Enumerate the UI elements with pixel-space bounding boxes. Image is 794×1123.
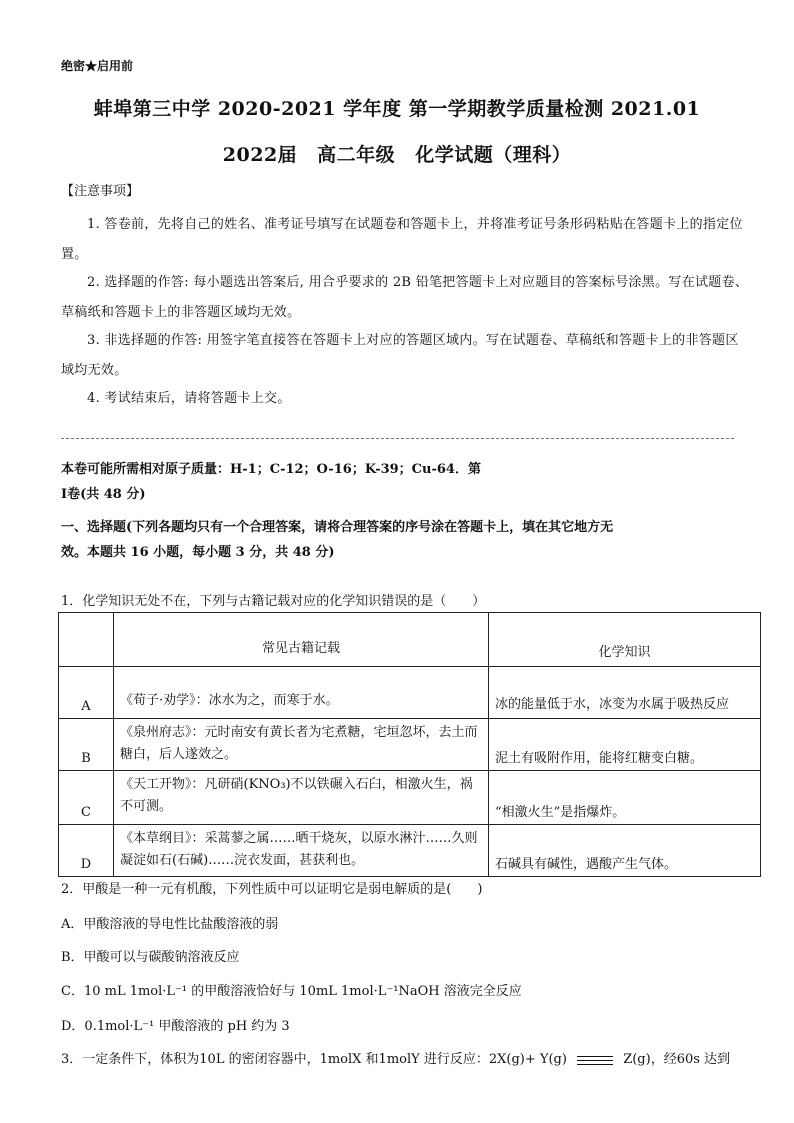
section-one-heading-cont: 效。本题共 16 小题，每小题 3 分，共 48 分)	[61, 545, 335, 560]
question-3-stem-part1: 3．一定条件下，体积为10L 的密闭容器中，1molX 和1molY 进行反应：2X(g)+ Y(g)	[61, 1052, 567, 1067]
row-record: 《荀子·劝学》：冰水为之，而寒于水。	[114, 667, 489, 719]
subtitle-subject: 化学试题（理科）	[415, 144, 572, 166]
subtitle-class-year: 2022届	[222, 144, 298, 166]
question-1-stem: 1．化学知识无处不在，下列与古籍记载对应的化学知识错误的是（ ）	[61, 594, 486, 609]
row-label: C	[59, 771, 114, 825]
question-2-option-b: B．甲酸可以与碳酸钠溶液反应	[61, 950, 240, 965]
row-record: 《本草纲目》：采蒿蓼之属……晒干烧灰，以原水淋汁……久则凝淀如石(石碱)……浣衣发面，甚获利也。	[114, 825, 489, 877]
notice-item-3: 3. 非选择题的作答: 用签字笔直接答在答题卡上对应的答题区域内。写在试题卷、草稿纸和答题卡上的非答题区域均无效。	[61, 333, 739, 378]
row-chem: 泥土有吸附作用，能将红糖变白糖。	[489, 719, 761, 771]
row-record: 《天工开物》：凡研硝(KNO₃)不以铁碾入石臼，相激火生，祸不可测。	[114, 771, 489, 825]
exam-subtitle	[0, 140, 794, 167]
row-label: D	[59, 825, 114, 877]
row-chem: 石碱具有碱性，遇酸产生气体。	[489, 825, 761, 877]
section-one-heading: 一、选择题(下列各题均只有一个合理答案，请将合理答案的序号涂在答题卡上，填在其它地方无	[61, 520, 614, 535]
question-2-option-a: A．甲酸溶液的导电性比盐酸溶液的弱	[61, 917, 279, 932]
row-record: 《泉州府志》：元时南安有黄长者为宅煮糖，宅垣忽坏，去土而糖白，后人遂效之。	[114, 719, 489, 771]
row-label: B	[59, 719, 114, 771]
header-empty-cell	[59, 613, 114, 667]
atomic-mass-line: 本卷可能所需相对原子质量：H-1；C-12；O-16；K-39；Cu-64．第	[61, 462, 481, 477]
table-row	[59, 825, 761, 877]
row-chem: 冰的能量低于水，冰变为水属于吸热反应	[489, 667, 761, 719]
table-row	[59, 667, 761, 719]
table-row	[59, 719, 761, 771]
dashed-divider	[61, 438, 734, 439]
reversible-arrow-icon	[575, 1053, 615, 1067]
header-chem: 化学知识	[489, 613, 761, 667]
exam-title: 蚌埠第三中学 2020-2021 学年度 第一学期教学质量检测 2021.01	[93, 98, 701, 120]
subtitle-grade: 高二年级	[317, 144, 396, 166]
question-3-stem	[61, 1048, 730, 1067]
notice-item-4: 4. 考试结束后，请将答题卡上交。	[87, 391, 291, 406]
table-header-row	[59, 613, 761, 667]
row-label: A	[59, 667, 114, 719]
question-2-stem: 2．甲酸是一种一元有机酸，下列性质中可以证明它是弱电解质的是( )	[61, 882, 483, 897]
table-row	[59, 771, 761, 825]
confidential-mark: 绝密★启用前	[61, 59, 134, 73]
volume-one-heading: Ⅰ卷(共 48 分)	[61, 487, 146, 502]
question-2-option-c: C．10 mL 1mol·L⁻¹ 的甲酸溶液恰好与 10mL 1mol·L⁻¹NaOH 溶液完全反应	[61, 984, 522, 999]
question-3-stem-part2: Z(g)，经60s 达到	[623, 1052, 731, 1067]
header-record: 常见古籍记载	[114, 613, 489, 667]
row-chem: “相激火生”是指爆炸。	[489, 771, 761, 825]
question-1-table	[58, 612, 761, 877]
question-2-option-d: D．0.1mol·L⁻¹ 甲酸溶液的 pH 约为 3	[61, 1019, 290, 1034]
notice-item-1: 1. 答卷前，先将自己的姓名、准考证号填写在试题卷和答题卡上，并将准考证号条形码粘贴在答题卡上的指定位置。	[61, 217, 743, 262]
notice-item-2: 2. 选择题的作答: 每小题选出答案后, 用合乎要求的 2B 铅笔把答题卡上对应题目的答案标号涂黑。写在试题卷、草稿纸和答题卡上的非答题区域均无效。	[61, 275, 749, 320]
notice-heading: 【注意事项】	[61, 184, 140, 199]
